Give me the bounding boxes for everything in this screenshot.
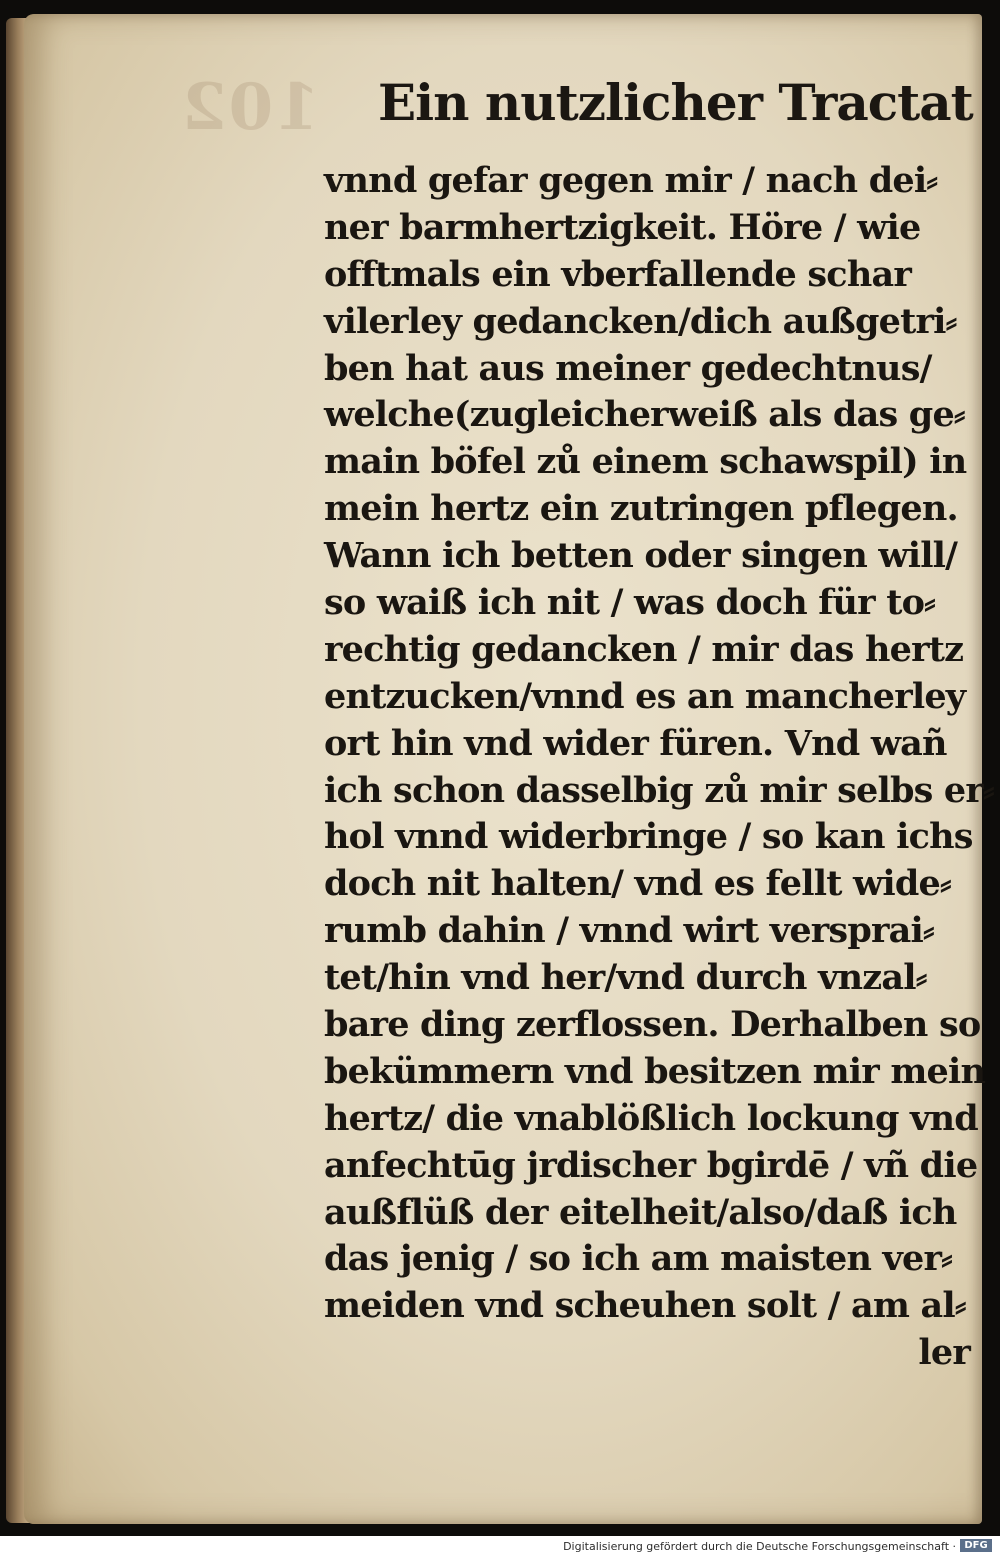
text-line: bekümmern vnd besitzen mir mein xyxy=(324,1050,986,1092)
catchword: ler xyxy=(918,1332,970,1374)
funding-credit: Digitalisierung gefördert durch die Deutsche Forschungsgemeinschaft · xyxy=(563,1540,956,1553)
text-line: main böfel zů einem schawspil) in xyxy=(324,441,967,483)
text-line: hol vnnd widerbringe / so kan ichs xyxy=(324,816,973,858)
text-line: tet/hin vnd her/vnd durch vnzal⸗ xyxy=(324,957,927,999)
text-line: ben hat aus meiner gedechtnus/ xyxy=(324,347,932,389)
text-line: anfechtūg jrdischer bgirdē / vñ die xyxy=(324,1144,978,1186)
text-line: offtmals ein vberfallende schar xyxy=(324,253,911,295)
text-line: ich schon dasselbig zů mir selbs er⸗ xyxy=(324,769,994,811)
text-line: Wann ich betten oder singen will/ xyxy=(324,535,958,577)
text-line: entzucken/vnnd es an mancherley xyxy=(324,675,966,717)
text-line: hertz/ die vnablößlich lockung vnd xyxy=(324,1097,978,1139)
text-line: ner barmhertzigkeit. Höre / wie xyxy=(324,206,921,248)
dfg-logo-icon: DFG xyxy=(960,1539,992,1552)
text-line: außflüß der eitelheit/also/daß ich xyxy=(324,1191,957,1233)
text-line: vilerley gedancken/dich außgetri⸗ xyxy=(324,300,957,342)
text-line: das jenig / so ich am maisten ver⸗ xyxy=(324,1238,952,1280)
body-text xyxy=(324,158,994,1377)
text-line: meiden vnd scheuhen solt / am al⸗ xyxy=(324,1285,966,1327)
text-line: rechtig gedancken / mir das hertz xyxy=(324,628,964,670)
text-line: doch nit halten/ vnd es fellt wide⸗ xyxy=(324,863,951,905)
text-line: vnnd gefar gegen mir / nach dei⸗ xyxy=(324,160,938,201)
text-line: mein hertz ein zutringen pflegen. xyxy=(324,488,958,530)
text-line: so waiß ich nit / was doch für to⸗ xyxy=(324,582,935,624)
text-line: welche(zugleicherweiß als das ge⸗ xyxy=(324,394,965,436)
text-line: bare ding zerflossen. Derhalben so xyxy=(324,1004,981,1046)
text-line: rumb dahin / vnnd wirt versprai⸗ xyxy=(324,910,934,952)
running-head: Ein nutzlicher Tractat xyxy=(378,73,973,132)
text-line: ort hin vnd wider füren. Vnd wañ xyxy=(324,722,947,764)
bleed-through-page-number: 102 xyxy=(180,70,320,145)
